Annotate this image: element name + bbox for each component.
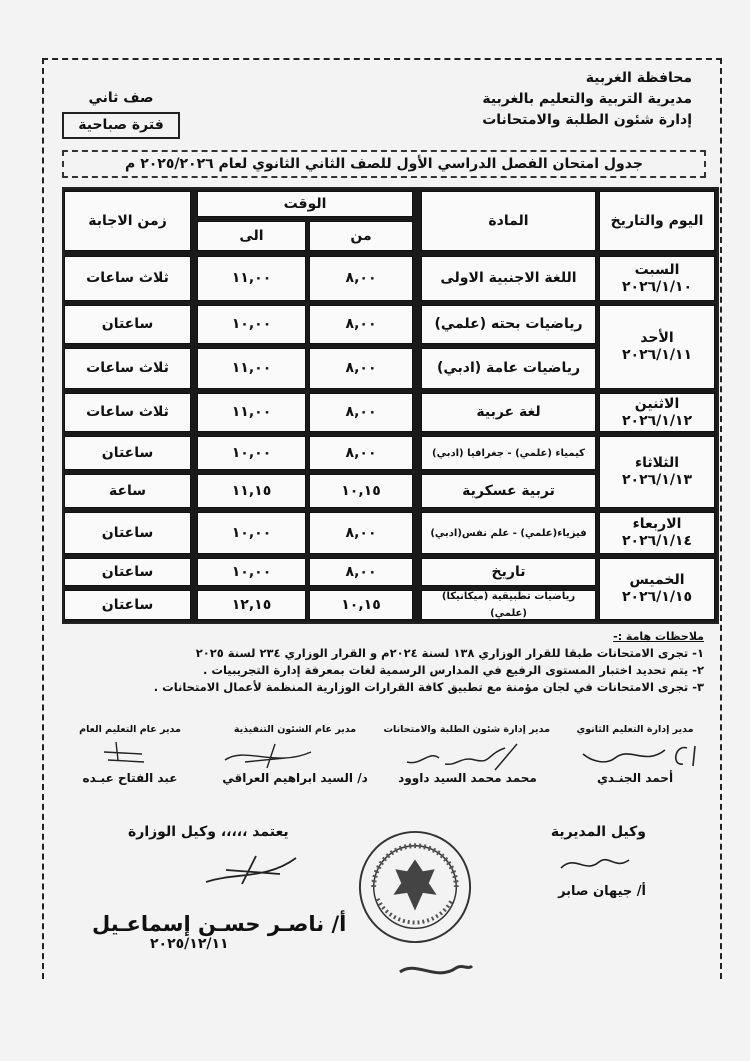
day-date: ٢٠٢٦/١/١٥ [621,589,693,605]
border-top [42,58,722,60]
signature-role: مدير إدارة شئون الطلبة والامتحانات [383,724,550,735]
header-line-directorate: مديرية التربية والتعليم بالغربية [482,91,692,107]
header-time: الوقت [197,191,413,217]
day-name: الثلاثاء [634,455,680,471]
header-line-department: إدارة شئون الطلبة والامتحانات [482,112,692,128]
day-date: ٢٠٢٦/١/١٣ [621,472,693,488]
from-cell: ٨,٠٠ [309,436,413,470]
note-item: ٢- يتم تحديد اختبار المستوى الرفيع في المدارس الرسمية لغات بمعرفة إدارة التجريبيات . [203,663,704,677]
period-box: فترة صباحية [62,112,180,139]
handwritten-signature-icon [196,850,306,890]
subject-cell: تاريخ [421,558,596,586]
header-subject: المادة [421,191,596,251]
header-line-governorate: محافظة الغربية [585,70,692,86]
ministry-deputy-name: أ/ ناصـر حسـن إسماعـيل [92,912,347,936]
from-cell: ١٠,١٥ [309,474,413,508]
handwritten-signature-icon [575,736,705,772]
signature-role: مدير عام التعليم العام [79,724,181,735]
to-cell: ١٠,٠٠ [197,558,306,586]
subject-cell: لغة عربية [421,393,596,432]
header-to: الى [197,221,306,251]
subject-cell: كيمياء (علمي) - جغرافيا (ادبي) [421,436,596,470]
subject-cell: فيزياء(علمي) - علم نفس(ادبي) [421,512,596,554]
note-item: ١- تجرى الامتحانات طبقا للقرار الوزاري ١٣٨ لسنة ٢٠٢٤م و القرار الوزاري ٢٣٤ لسنة ٢٠٢٥ [195,646,704,660]
duration-cell: ساعتان [64,512,191,554]
signature-name: د/ السيد ابراهيم العراقي [222,771,368,785]
handwritten-signature-icon [94,738,154,768]
from-cell: ١٠,١٥ [309,590,413,620]
notes-block [44,628,704,696]
from-cell: ٨,٠٠ [309,393,413,432]
official-seal-icon [356,828,474,946]
duration-cell: ساعتان [64,590,191,620]
from-cell: ٨,٠٠ [309,305,413,344]
to-cell: ١٠,٠٠ [197,512,306,554]
duration-cell: ساعتان [64,436,191,470]
from-cell: ٨,٠٠ [309,512,413,554]
to-cell: ١٢,١٥ [197,590,306,620]
issuer-header [482,68,692,131]
duration-cell: ثلاث ساعات [64,393,191,432]
duration-cell: ساعتان [64,305,191,344]
subject-cell: اللغة الاجنبية الاولى [421,256,596,301]
notes-title: ملاحظات هامة :- [613,630,704,643]
from-cell: ٨,٠٠ [309,348,413,389]
border-left [42,58,44,979]
signature-role: مدير عام الشئون التنفيذية [233,724,357,735]
handwritten-signature-icon [395,736,525,776]
day-cell [599,256,715,301]
duration-cell: ثلاث ساعات [64,256,191,301]
from-cell: ٨,٠٠ [309,256,413,301]
duration-cell: ساعتان [64,558,191,586]
subject-cell: رياضيات بحته (علمي) [421,305,596,344]
day-name: الأحد [640,330,674,346]
signature-name: عبد الفتاح عبـده [82,771,178,785]
day-name: الاربعاء [632,516,682,532]
day-date: ٢٠٢٦/١/١١ [621,347,693,363]
signature-name: أحمد الجنـدي [596,771,674,785]
to-cell: ١١,١٥ [197,474,306,508]
day-cell [599,558,715,620]
day-cell [599,512,715,554]
day-name: السبت [634,261,680,278]
duration-cell: ثلاث ساعات [64,348,191,389]
handwritten-signature-icon [215,738,325,772]
day-name: الخميس [629,572,685,588]
header-day-date: اليوم والتاريخ [599,191,715,251]
subject-cell: رياضيات عامة (ادبي) [421,348,596,389]
day-cell [599,393,715,432]
directorate-deputy-name: أ/ جيهان صابر [558,884,646,899]
day-cell [599,305,715,389]
header-duration: زمن الاجابة [64,191,191,251]
handwritten-date: ٢٠٢٥/١٢/١١ [150,936,229,952]
border-right [720,58,722,979]
subject-cell: رياضيات تطبيقية (ميكانيكا) (علمي) [421,590,596,620]
duration-cell: ساعة [64,474,191,508]
header-from: من [309,221,413,251]
signature-role: مدير إدارة التعليم الثانوي [576,724,694,735]
to-cell: ١١,٠٠ [197,348,306,389]
schedule-table [62,187,719,624]
day-cell [599,436,715,508]
grade-block [62,88,180,139]
subject-cell: تربية عسكرية [421,474,596,508]
grade-label: صف ثاني [88,90,154,106]
note-item: ٣- تجرى الامتحانات في لجان مؤمنة مع تطبيق كافة القرارات الوزارية المنظمة لأعمال الامتحانات . [153,680,704,694]
day-date: ٢٠٢٦/١/١٢ [621,412,693,429]
handwritten-signature-icon [555,848,635,878]
to-cell: ١٠,٠٠ [197,436,306,470]
from-cell: ٨,٠٠ [309,558,413,586]
stamp-mark-icon [396,958,476,984]
signature-name: محمد محمد السيد داوود [398,771,537,785]
schedule-title: جدول امتحان الفصل الدراسي الأول للصف الثاني الثانوي لعام ٢٠٢٥/٢٠٢٦ م [62,150,706,178]
to-cell: ١٠,٠٠ [197,305,306,344]
day-date: ٢٠٢٦/١/١٠ [621,278,693,295]
directorate-deputy-label: وكيل المديرية [550,824,646,840]
to-cell: ١١,٠٠ [197,256,306,301]
day-date: ٢٠٢٦/١/١٤ [621,533,693,549]
day-name: الاثنين [634,395,680,412]
ministry-approval-label: يعتمد ،،،،، وكيل الوزارة [128,824,289,840]
to-cell: ١١,٠٠ [197,393,306,432]
